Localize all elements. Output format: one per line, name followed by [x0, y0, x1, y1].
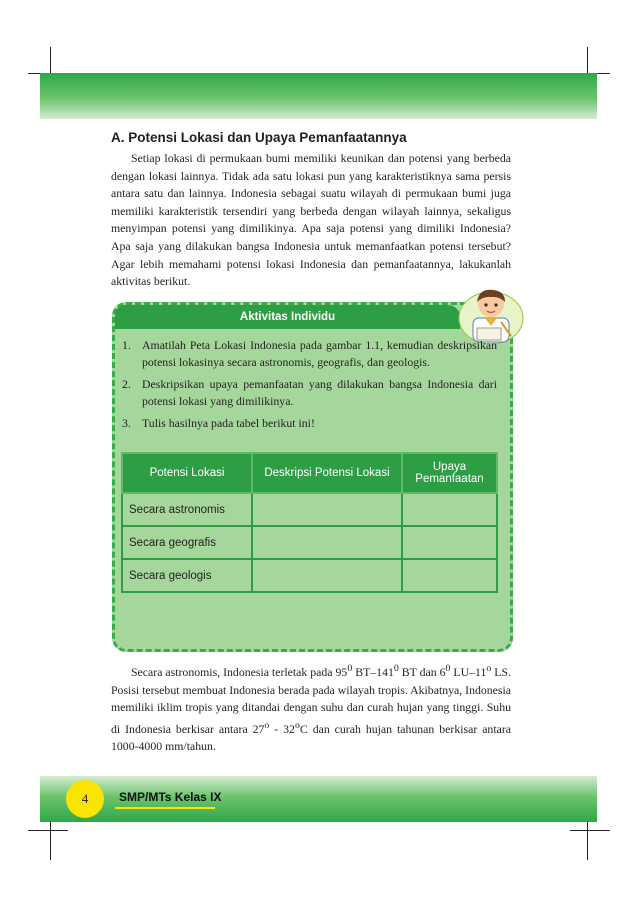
crop-mark	[587, 820, 588, 860]
row-label: Secara geografis	[122, 526, 252, 559]
table-cell	[402, 526, 497, 559]
page-number: 4	[66, 780, 104, 818]
table-cell	[252, 526, 402, 559]
crop-mark	[28, 830, 68, 831]
activity-table	[121, 452, 498, 593]
list-item: 2. Deskripsikan upaya pemanfaatan yang dilakukan bangsa Indonesia dari potensi lokasi yang dimilikinya.	[122, 377, 497, 408]
student-character-icon	[455, 282, 525, 344]
table-cell	[252, 559, 402, 592]
column-header: Upaya Pemanfaatan	[402, 453, 497, 493]
row-label: Secara geologis	[122, 559, 252, 592]
table-row	[122, 526, 497, 559]
list-item: 3. Tulis hasilnya pada tabel berikut ini!	[122, 416, 315, 430]
book-title: SMP/MTs Kelas IX	[119, 790, 222, 804]
intro-paragraph: Setiap lokasi di permukaan bumi memiliki keunikan dan potensi yang berbeda dengan lokasi lainnya. Tidak ada satu lokasi pun yang karakteristiknya sama persis antara satu dan lainnya. Indonesia sebagai suatu wilayah di permukaan bumi juga memiliki karakteristik tersendiri yang berbeda dengan wilayah lainnya, sekaligus menyimpan potensi yang dimilikinya. Apa saja potensi yang dimiliki Indonesia? Apa saja yang dilakukan bangsa Indonesia untuk memanfaatkan potensi tersebut? Agar lebih memahami potensi lokasi Indonesia dan pemanfaatannya, lakukanlah aktivitas berikut.	[111, 151, 511, 289]
crop-mark	[570, 830, 610, 831]
footer-underline	[115, 807, 215, 809]
activity-label: Aktivitas Individu	[115, 305, 460, 329]
table-row	[122, 493, 497, 526]
column-header: Potensi Lokasi	[122, 453, 252, 493]
header-band	[40, 73, 597, 119]
table-cell	[252, 493, 402, 526]
table-cell	[402, 493, 497, 526]
crop-mark	[50, 820, 51, 860]
section-heading: A. Potensi Lokasi dan Upaya Pemanfaatannya	[111, 130, 407, 145]
climate-paragraph: Secara astronomis, Indonesia terletak pada $95^0$ $BT-141^0$ BT dan $6^0$ LU–11$^o$ LS. Posisi tersebut membuat Indonesia berada pada wilayah tropis. Akibatnya, Indonesia memiliki iklim tropis yang ditandai dengan suhu dan curah hujan yang tinggi. Suhu di Indonesia berkisar antara 27$^o$ - 32$^o$C dan curah hujan tahunan berkisar antara 1000-4000 mm/tahun.	[111, 663, 512, 754]
list-item: 1. Amatilah Peta Lokasi Indonesia pada gambar 1.1, kemudian deskripsikan potensi lokasinya secara astronomis, geografis, dan geologis.	[122, 338, 497, 369]
activity-list	[122, 337, 497, 437]
table-cell	[402, 559, 497, 592]
row-label: Secara astronomis	[122, 493, 252, 526]
table-row	[122, 559, 497, 592]
table-header-row	[122, 453, 497, 493]
column-header: Deskripsi Potensi Lokasi	[252, 453, 402, 493]
